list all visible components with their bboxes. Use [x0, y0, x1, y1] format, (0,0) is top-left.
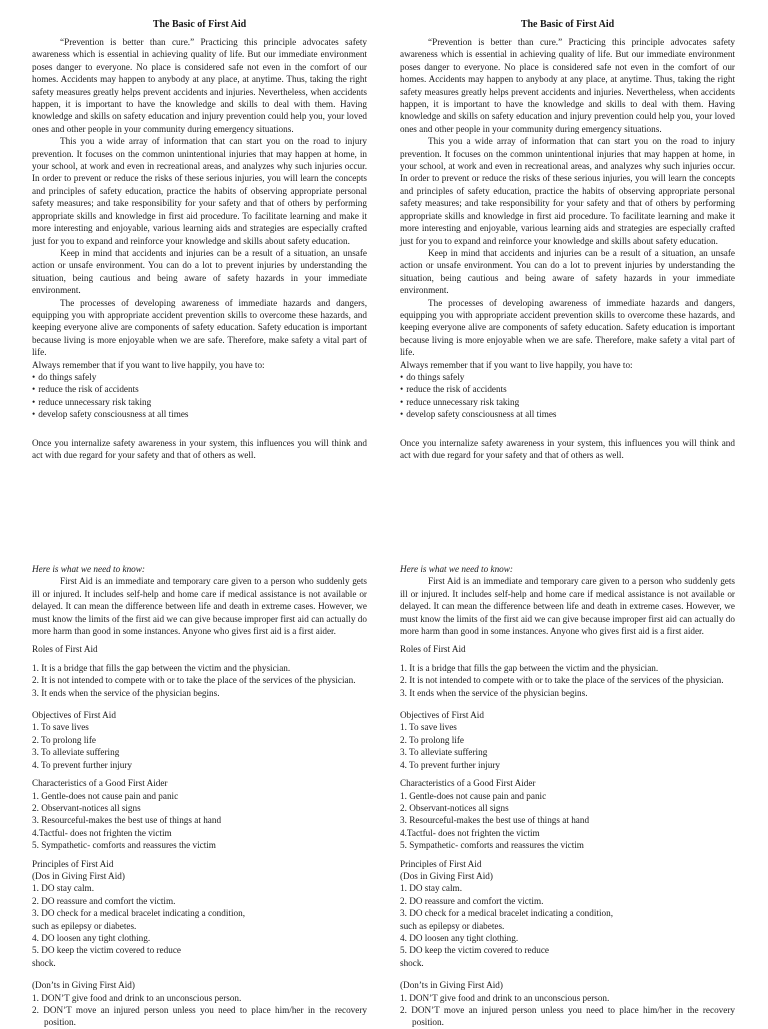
paragraph: “Prevention is better than cure.” Practicing this principle advocates safety awareness which is essential in achieving quality of life. But our immediate environment poses danger to everyone. No place is considered safe not even in the comfort of our homes. Accidents may happen to anybody at any place, at anytime. Thus, taking the right safety measures greatly helps prevent accidents and injuries. Nevertheless, when accidents happen, it is important to have the knowledge and skills to deal with them. Having knowledge and skills on safety education and injury prevention could help you, your loved ones and other people in your community during emergency situations.	[32, 37, 367, 134]
bullet-item: • reduce unnecessary risk taking	[32, 396, 367, 408]
objective-item: 3. To alleviate suffering	[32, 747, 120, 758]
characteristic-item: 5. Sympathetic- comforts and reassures the victim	[32, 840, 216, 851]
do-item: 2. DO reassure and comfort the victim.	[400, 895, 544, 906]
objectives-list	[32, 721, 367, 771]
bullet-item: • do things safely	[32, 371, 367, 383]
characteristics-list	[400, 790, 735, 852]
bullet-item: • reduce unnecessary risk taking	[400, 396, 735, 408]
paragraph: Keep in mind that accidents and injuries can be a result of a situation, an unsafe action or unsafe environment. You can do a lot to prevent injuries by understanding the situation, being cautious and being aware of safety hazards in your immediate environment.	[400, 247, 735, 296]
donts-list	[32, 992, 367, 1029]
dont-item: 1. DON’T give food and drink to an unconscious person.	[32, 992, 242, 1003]
closing-paragraph: Once you internalize safety awareness in your system, this influences you will think and act with due regard for your safety and that of others as well.	[32, 437, 367, 460]
do-item: 4. DO loosen any tight clothing.	[32, 932, 151, 943]
do-item: shock.	[400, 957, 424, 968]
objective-item: 2. To prolong life	[400, 734, 465, 745]
objective-item: 2. To prolong life	[32, 734, 97, 745]
paragraph: The processes of developing awareness of immediate hazards and dangers, equipping you with appropriate accident prevention skills to overcome these hazards, and keeping everyone alive are components of safety education. Safety education is important because living is more enjoyable when we are safe. Therefore, make safety a vital part of life.	[400, 297, 735, 358]
objectives-list	[400, 721, 735, 771]
characteristic-item: 3. Resourceful-makes the best use of things at hand	[32, 815, 222, 826]
do-item: 3. DO check for a medical bracelet indicating a condition,	[32, 908, 246, 919]
do-item: 3. DO check for a medical bracelet indicating a condition,	[400, 908, 614, 919]
do-item: such as epilepsy or diabetes.	[400, 920, 505, 931]
principles-heading: Principles of First Aid	[32, 858, 114, 869]
document-title: The Basic of First Aid	[520, 19, 615, 30]
need-to-know-heading: Here is what we need to know:	[400, 564, 513, 574]
dos-heading: (Dos in Giving First Aid)	[400, 870, 493, 881]
objective-item: 4. To prevent further injury	[400, 759, 500, 770]
document-title: The Basic of First Aid	[152, 19, 247, 30]
dos-list	[32, 882, 367, 969]
paragraph: Keep in mind that accidents and injuries can be a result of a situation, an unsafe action or unsafe environment. You can do a lot to prevent injuries by understanding the situation, being cautious and being aware of safety hazards in your immediate environment.	[32, 247, 367, 296]
characteristic-item: 5. Sympathetic- comforts and reassures the victim	[400, 840, 584, 851]
roles-heading: Roles of First Aid	[32, 644, 98, 655]
closing-paragraph: Once you internalize safety awareness in your system, this influences you will think and act with due regard for your safety and that of others as well.	[400, 437, 735, 460]
characteristic-item: 1. Gentle-does not cause pain and panic	[400, 790, 547, 801]
first-aid-definition: First Aid is an immediate and temporary care given to a person who suddenly gets ill or injured. It includes self-help and home care if medical assistance is not available or delayed. It can mean the difference between life and death in extreme cases. However, we must know the limits of the first aid we can give because improper first aid can actually do more harm than good in some instances. Anyone who gives first aid is a first aider.	[32, 576, 367, 637]
do-item: 5. DO keep the victim covered to reduce	[32, 945, 181, 956]
dont-item: 2. DON’T move an injured person unless you need to place him/her in the recovery position.	[32, 1005, 367, 1028]
objective-item: 1. To save lives	[400, 722, 457, 733]
role-item: 1. It is a bridge that fills the gap between the victim and the physician.	[32, 662, 291, 673]
bullets-intro: Always remember that if you want to live happily, you have to:	[400, 359, 633, 370]
role-item: 1. It is a bridge that fills the gap between the victim and the physician.	[400, 662, 659, 673]
first-aid-section	[32, 563, 367, 1029]
need-to-know-heading: Here is what we need to know:	[32, 564, 145, 574]
role-item: 2. It is not intended to compete with or to take the place of the services of the physician.	[400, 675, 724, 686]
paragraph: The processes of developing awareness of immediate hazards and dangers, equipping you with appropriate accident prevention skills to overcome these hazards, and keeping everyone alive are components of safety education. Safety education is important because living is more enjoyable when we are safe. Therefore, make safety a vital part of life.	[32, 297, 367, 358]
dos-list	[400, 882, 735, 969]
objective-item: 1. To save lives	[32, 722, 89, 733]
donts-list	[400, 992, 735, 1029]
bullet-item: • reduce the risk of accidents	[32, 383, 367, 395]
first-aid-section	[400, 563, 735, 1029]
characteristic-item: 4.Tactful- does not frighten the victim	[400, 827, 540, 838]
bullet-item: • develop safety consciousness at all times	[400, 408, 735, 420]
do-item: 2. DO reassure and comfort the victim.	[32, 895, 176, 906]
donts-heading: (Don’ts in Giving First Aid)	[400, 980, 503, 991]
role-item: 3. It ends when the service of the physician begins.	[32, 687, 220, 698]
characteristic-item: 2. Observant-notices all signs	[32, 802, 141, 813]
characteristic-item: 1. Gentle-does not cause pain and panic	[32, 790, 179, 801]
bullet-item: • do things safely	[400, 371, 735, 383]
objectives-heading: Objectives of First Aid	[32, 710, 116, 721]
safety-bullet-list	[400, 371, 735, 421]
safety-bullet-list	[32, 371, 367, 421]
bullets-intro: Always remember that if you want to live happily, you have to:	[32, 359, 265, 370]
dont-item: 2. DON’T move an injured person unless you need to place him/her in the recovery position.	[400, 1005, 735, 1028]
characteristics-heading: Characteristics of a Good First Aider	[400, 778, 536, 789]
bullet-item: • reduce the risk of accidents	[400, 383, 735, 395]
page-column-left	[32, 18, 367, 1028]
objectives-heading: Objectives of First Aid	[400, 710, 484, 721]
paragraph: “Prevention is better than cure.” Practicing this principle advocates safety awareness which is essential in achieving quality of life. But our immediate environment poses danger to everyone. No place is considered safe not even in the comfort of our homes. Accidents may happen to anybody at any place, at anytime. Thus, taking the right safety measures greatly helps prevent accidents and injuries. Nevertheless, when accidents happen, it is important to have the knowledge and skills to deal with them. Having knowledge and skills on safety education and injury prevention could help you, your loved ones and other people in your community during emergency situations.	[400, 37, 735, 134]
role-item: 2. It is not intended to compete with or to take the place of the services of the physician.	[32, 675, 356, 686]
characteristic-item: 4.Tactful- does not frighten the victim	[32, 827, 172, 838]
dos-heading: (Dos in Giving First Aid)	[32, 870, 125, 881]
objective-item: 4. To prevent further injury	[32, 759, 132, 770]
characteristic-item: 3. Resourceful-makes the best use of things at hand	[400, 815, 590, 826]
paragraph: This you a wide array of information that can start you on the road to injury prevention. It focuses on the common unintentional injuries that may happen at home, in your school, at work and even in recreational areas, and analyzes why such injuries occur. In order to prevent or reduce the risks of these serious injuries, you will learn the concepts and principles of safety education, practice the habits of observing appropriate personal safety measures; and take responsibility for your safety and that of others by performing appropriate skills and knowledge in first aid procedure. To facilitate learning and make it more interesting and enjoyable, various learning aids and strategies are especially crafted just for you to expand and reinforce your knowledge and skills about safety education.	[32, 136, 367, 246]
do-item: 1. DO stay calm.	[400, 883, 463, 894]
principles-heading: Principles of First Aid	[400, 858, 482, 869]
roles-heading: Roles of First Aid	[400, 644, 466, 655]
role-item: 3. It ends when the service of the physician begins.	[400, 687, 588, 698]
do-item: shock.	[32, 957, 56, 968]
do-item: such as epilepsy or diabetes.	[32, 920, 137, 931]
bullet-item: • develop safety consciousness at all times	[32, 408, 367, 420]
roles-list	[400, 662, 735, 699]
characteristics-heading: Characteristics of a Good First Aider	[32, 778, 168, 789]
paragraph: This you a wide array of information that can start you on the road to injury prevention. It focuses on the common unintentional injuries that may happen at home, in your school, at work and even in recreational areas, and analyzes why such injuries occur. In order to prevent or reduce the risks of these serious injuries, you will learn the concepts and principles of safety education, practice the habits of observing appropriate personal safety measures; and take responsibility for your safety and that of others by performing appropriate skills and knowledge in first aid procedure. To facilitate learning and make it more interesting and enjoyable, various learning aids and strategies are especially crafted just for you to expand and reinforce your knowledge and skills about safety education.	[400, 136, 735, 246]
dont-item: 1. DON’T give food and drink to an unconscious person.	[400, 992, 610, 1003]
do-item: 1. DO stay calm.	[32, 883, 95, 894]
characteristic-item: 2. Observant-notices all signs	[400, 802, 509, 813]
do-item: 5. DO keep the victim covered to reduce	[400, 945, 549, 956]
characteristics-list	[32, 790, 367, 852]
objective-item: 3. To alleviate suffering	[400, 747, 488, 758]
do-item: 4. DO loosen any tight clothing.	[400, 932, 519, 943]
roles-list	[32, 662, 367, 699]
donts-heading: (Don’ts in Giving First Aid)	[32, 980, 135, 991]
page-column-right	[400, 18, 735, 1028]
first-aid-definition: First Aid is an immediate and temporary care given to a person who suddenly gets ill or injured. It includes self-help and home care if medical assistance is not available or delayed. It can mean the difference between life and death in extreme cases. However, we must know the limits of the first aid we can give because improper first aid can actually do more harm than good in some instances. Anyone who gives first aid is a first aider.	[400, 576, 735, 637]
